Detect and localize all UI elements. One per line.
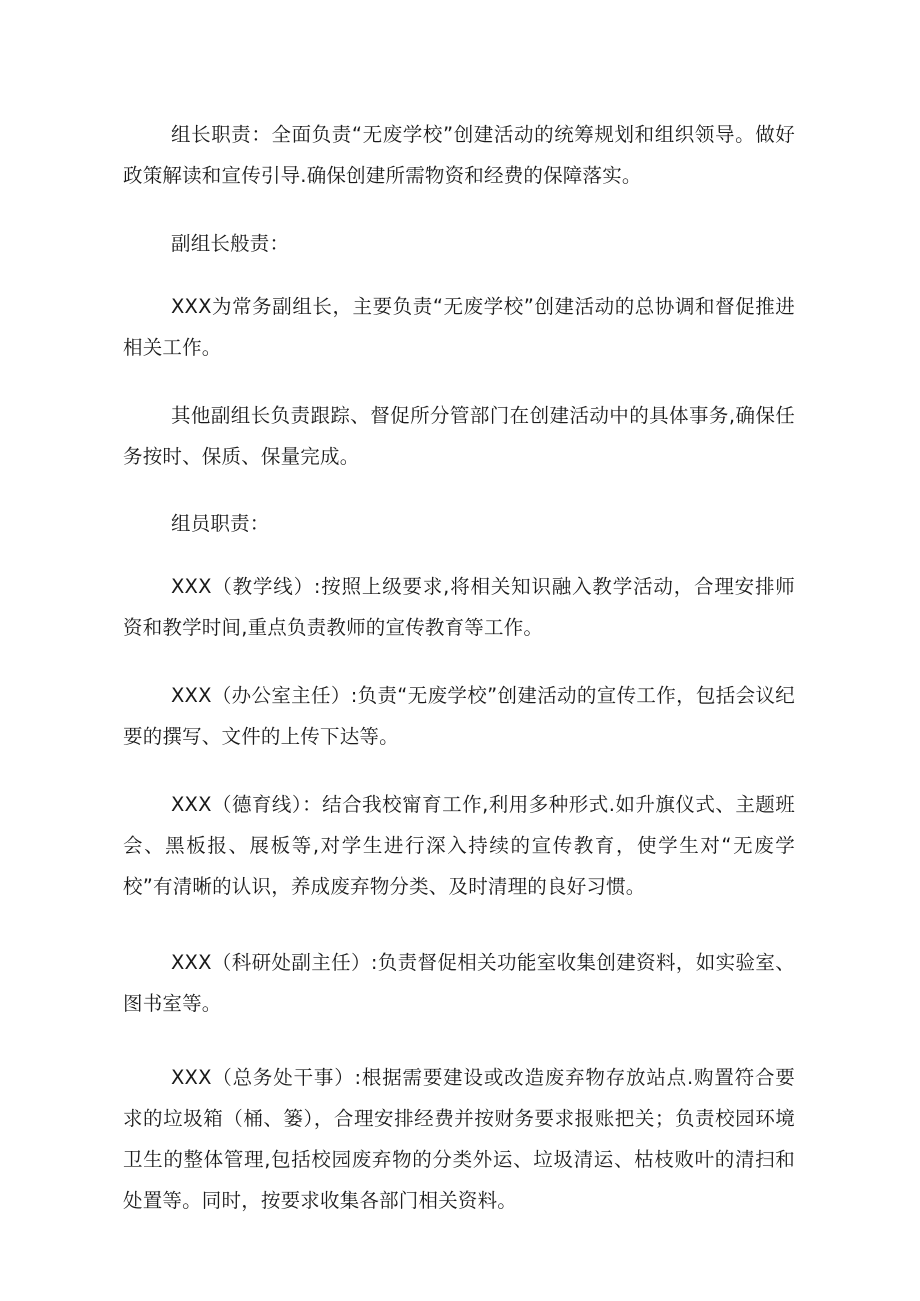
paragraph-research-deputy: XXX（科研处副主任）:负责督促相关功能室收集创建资料，如实验室、图书室等。 <box>123 951 795 1015</box>
paragraph-moral-education: XXX（德育线）：结合我校甯育工作,利用多种形式.如升旗仪式、主题班会、黑板报、展板等,对学生进行深入持续的宣传教育，使学生对“无废学校”有清晰的认识，养成废弃物分类、及时清理的良好习惯。 <box>123 793 795 898</box>
paragraph-office-director: XXX（办公室主任）:负责“无废学校”创建活动的宣传工作，包括会议纪要的撰写、文件的上传下达等。 <box>123 684 795 748</box>
paragraph-leader-duties: 组长职责：全面负责“无废学校”创建活动的统筹规划和组织领导。做好政策解读和宣传引导.确保创建所需物资和经费的保障落实。 <box>123 123 795 187</box>
paragraph-general-affairs: XXX（总务处干事）:根据需要建设或改造废弃物存放站点.购置符合要求的垃圾箱（桶、篓），合理安排经费并按财务要求报账把关；负责校园环境卫生的整体管理,包括校园废弃物的分类外运、垃圾清运、枯枝败叶的清扫和处置等。同时，按要求收集各部门相关资料。 <box>123 1066 795 1212</box>
paragraph-other-deputies: 其他副组长负责跟踪、督促所分管部门在创建活动中的具体事务,确保任务按时、保质、保量完成。 <box>123 404 795 468</box>
paragraph-teaching-line: XXX（教学线）:按照上级要求,将相关知识融入教学活动，合理安排师资和教学时间,重点负责教师的宣传教育等工作。 <box>123 575 795 639</box>
paragraph-member-heading: 组员职责： <box>171 512 270 535</box>
paragraph-deputy-heading: 副组长般责： <box>171 232 290 255</box>
paragraph-executive-deputy: XXX为常务副组长，主要负责“无废学校”创建活动的总协调和督促推进相关工作。 <box>123 295 795 359</box>
